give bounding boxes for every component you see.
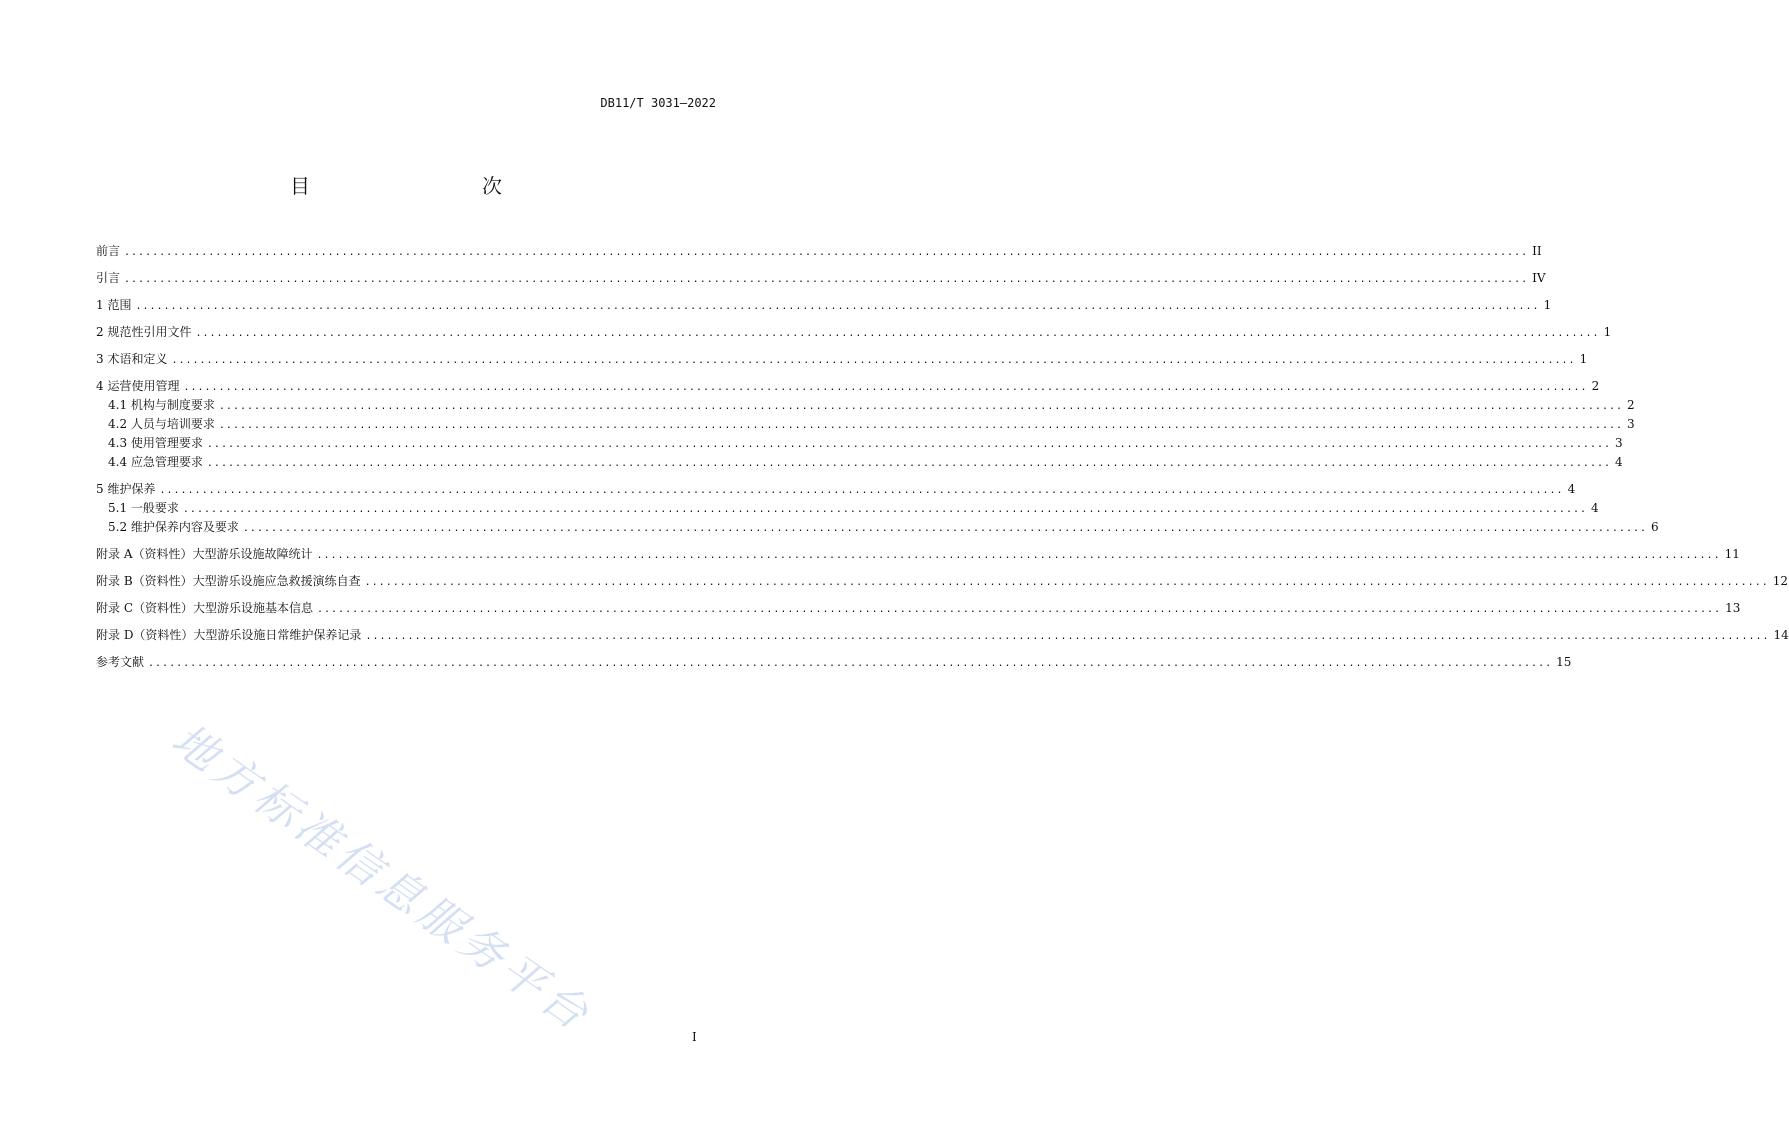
toc-leader-dots: ........................................................................................................................................................................................................ [135, 301, 1540, 312]
toc-entry-page: 11 [1724, 547, 1740, 561]
toc-entry-page: 2 [1591, 379, 1600, 393]
toc-leader-dots: ........................................................................................................................................................................................................ [365, 631, 1770, 642]
toc-leader-dots: ........................................................................................................................................................................................................ [242, 523, 1648, 534]
toc-entry-page: 4 [1615, 455, 1623, 469]
toc-leader-dots: ........................................................................................................................................................................................................ [316, 550, 1721, 561]
toc-entry-page: 2 [1627, 398, 1635, 412]
table-of-contents [96, 242, 1789, 672]
toc-entry-label: 引言 [96, 271, 121, 285]
toc-entry[interactable] [96, 545, 1740, 564]
toc-entry-page: 13 [1725, 601, 1741, 615]
toc-entry-page: 3 [1615, 436, 1623, 450]
toc-entry[interactable] [96, 269, 1546, 288]
toc-entry-page: 1 [1579, 352, 1588, 366]
toc-entry-label: 前言 [96, 244, 121, 258]
toc-entry-label: 5 维护保养 [96, 482, 156, 496]
toc-leader-dots: ........................................................................................................................................................................................................ [171, 355, 1576, 366]
toc-entry-label: 附录 A（资料性）大型游乐设施故障统计 [96, 547, 313, 561]
toc-entry-page: IV [1532, 271, 1546, 285]
toc-entry-page: 14 [1773, 628, 1789, 642]
toc-leader-dots: ........................................................................................................................................................................................................ [183, 382, 1588, 393]
toc-leader-dots: ........................................................................................................................................................................................................ [124, 247, 1529, 258]
toc-entry[interactable] [96, 396, 1635, 415]
toc-entry[interactable] [96, 499, 1599, 518]
toc-entry-label: 1 范围 [96, 298, 132, 312]
toc-entry[interactable] [96, 599, 1741, 618]
toc-entry-label: 参考文献 [96, 655, 145, 669]
toc-entry-label: 4.4 应急管理要求 [108, 455, 203, 469]
toc-entry-label: 附录 B（资料性）大型游乐设施应急救援演练自查 [96, 574, 361, 588]
toc-entry-page: 6 [1651, 520, 1659, 534]
toc-leader-dots: ........................................................................................................................................................................................................ [206, 439, 1612, 450]
toc-leader-dots: ........................................................................................................................................................................................................ [195, 328, 1600, 339]
document-code: DB11/T 3031—2022 [600, 96, 716, 110]
toc-entry-page: 1 [1603, 325, 1612, 339]
toc-entry-page: II [1532, 244, 1542, 258]
page-title: 目 次 [290, 174, 546, 198]
toc-leader-dots: ........................................................................................................................................................................................................ [218, 401, 1624, 412]
toc-leader-dots: ........................................................................................................................................................................................................ [159, 485, 1564, 496]
toc-leader-dots: ........................................................................................................................................................................................................ [124, 274, 1529, 285]
toc-entry-label: 5.1 一般要求 [108, 501, 179, 515]
toc-entry-label: 4.1 机构与制度要求 [108, 398, 215, 412]
toc-entry-label: 2 规范性引用文件 [96, 325, 192, 339]
toc-entry-page: 3 [1627, 417, 1635, 431]
toc-entry-page: 12 [1772, 574, 1789, 588]
toc-leader-dots: ........................................................................................................................................................................................................ [148, 658, 1553, 669]
toc-entry[interactable] [96, 518, 1659, 537]
toc-leader-dots: ........................................................................................................................................................................................................ [206, 458, 1612, 469]
toc-entry[interactable] [96, 377, 1600, 396]
toc-entry[interactable] [96, 242, 1542, 261]
watermark: 地方标准信息服务平台 [162, 714, 602, 1043]
toc-entry[interactable] [96, 572, 1789, 591]
toc-entry-label: 3 术语和定义 [96, 352, 168, 366]
toc-entry-label: 4 运营使用管理 [96, 379, 180, 393]
toc-entry[interactable] [96, 480, 1576, 499]
toc-entry[interactable] [96, 415, 1635, 434]
toc-entry[interactable] [96, 296, 1552, 315]
page-number: I [692, 1030, 697, 1044]
toc-entry[interactable] [96, 453, 1623, 472]
toc-entry[interactable] [96, 350, 1588, 369]
toc-leader-dots: ........................................................................................................................................................................................................ [218, 420, 1624, 431]
toc-entry[interactable] [96, 323, 1612, 342]
toc-entry[interactable] [96, 626, 1789, 645]
toc-entry-label: 4.3 使用管理要求 [108, 436, 203, 450]
toc-leader-dots: ........................................................................................................................................................................................................ [182, 504, 1588, 515]
toc-leader-dots: ........................................................................................................................................................................................................ [317, 604, 1722, 615]
toc-entry[interactable] [96, 434, 1623, 453]
toc-entry-page: 4 [1591, 501, 1599, 515]
toc-leader-dots: ........................................................................................................................................................................................................ [364, 577, 1769, 588]
toc-entry-label: 附录 D（资料性）大型游乐设施日常维护保养记录 [96, 628, 362, 642]
toc-entry-label: 附录 C（资料性）大型游乐设施基本信息 [96, 601, 313, 615]
toc-entry-page: 4 [1567, 482, 1576, 496]
toc-entry-page: 1 [1543, 298, 1552, 312]
toc-entry-label: 4.2 人员与培训要求 [108, 417, 215, 431]
toc-entry[interactable] [96, 653, 1572, 672]
toc-entry-page: 15 [1556, 655, 1572, 669]
toc-entry-label: 5.2 维护保养内容及要求 [108, 520, 239, 534]
